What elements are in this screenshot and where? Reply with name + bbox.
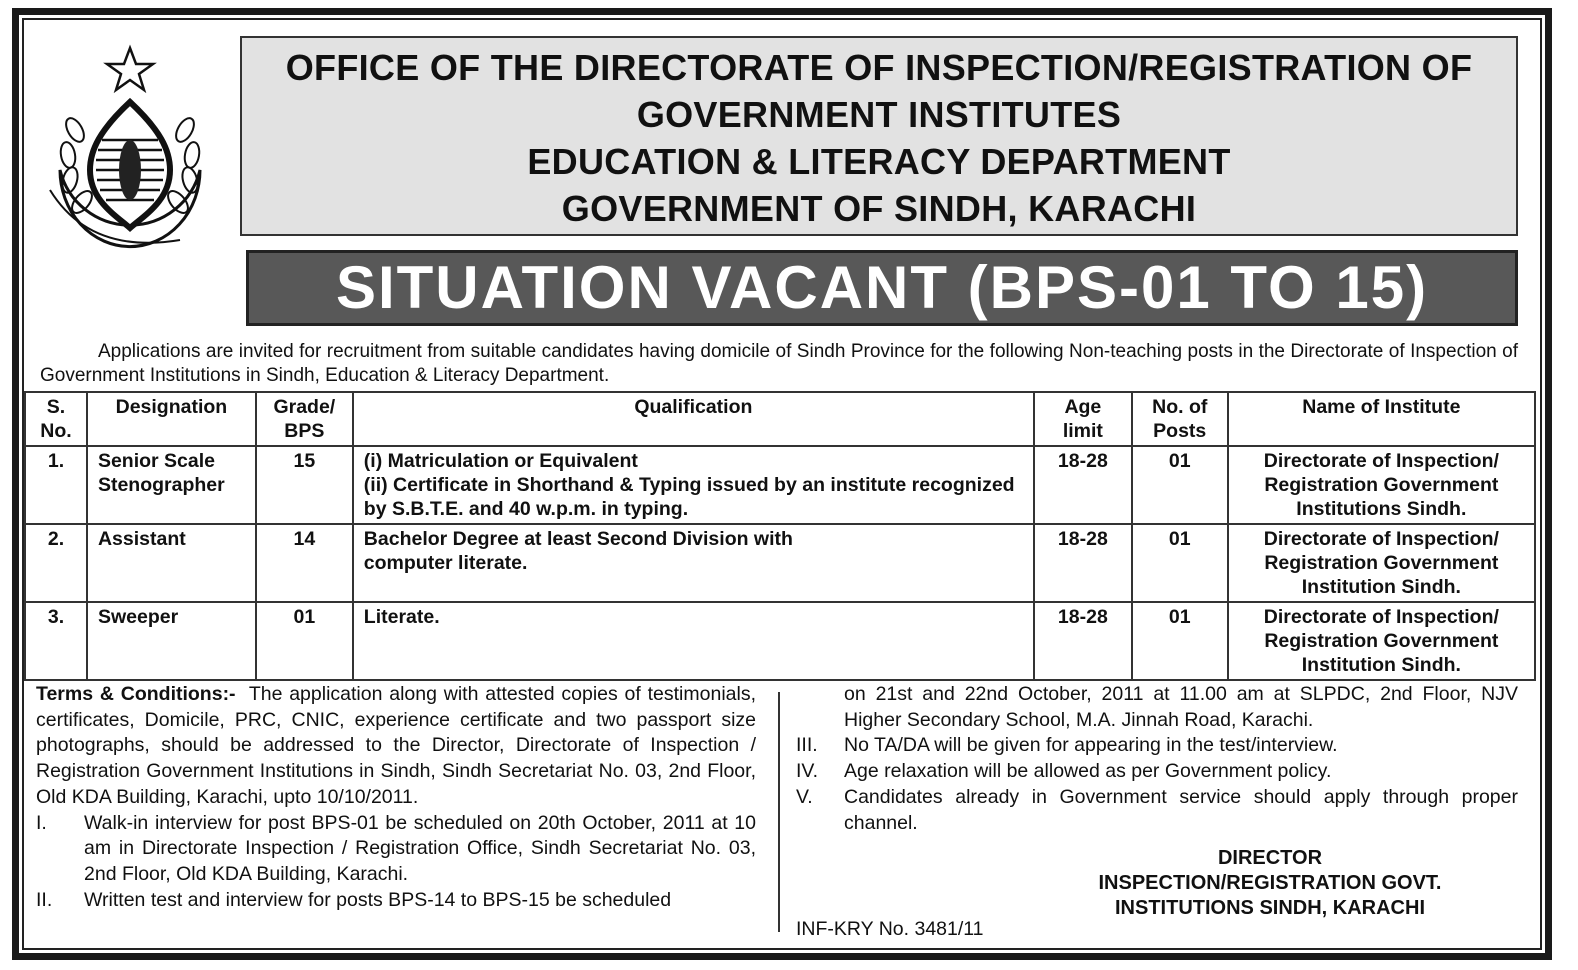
col-header: Age limit (1034, 392, 1132, 446)
cell-bps: 15 (256, 446, 353, 524)
cell-designation: Senior Scale Stenographer (87, 446, 256, 524)
cell-designation: Sweeper (87, 602, 256, 680)
terms-text: The application along with attested copies of testimonials, certificates, Domicile, PRC, CNIC, experience certificate and two passport size photographs, should be addressed to the Director, Directorate of Inspection / Registration Government Institutions in Sindh, Sindh Secretariat No. 03, 2nd Floor, Old KDA Building, Karachi, upto 10/10/2011. (36, 683, 756, 808)
terms-continuation (796, 682, 1518, 733)
terms-label: Terms & Conditions:- (36, 683, 236, 705)
sindh-government-emblem-icon (30, 40, 230, 250)
cell-institute: Directorate of Inspection/ Registration Government Institution Sindh. (1228, 524, 1535, 602)
header-line: EDUCATION & LITERACY DEPARTMENT (527, 141, 1231, 182)
cell-bps: 01 (256, 602, 353, 680)
intro-paragraph: Applications are invited for recruitment from suitable candidates having domicile of Sindh Province for the following Non-teaching posts in the Directorate of Inspection of Government Institutions in Sindh, Education & Literacy Department. (40, 341, 1518, 386)
cell-age: 18-28 (1034, 602, 1132, 680)
situation-vacant-banner: SITUATION VACANT (BPS-01 TO 15) (246, 250, 1518, 326)
terms-item (36, 811, 756, 888)
cell-age: 18-28 (1034, 524, 1132, 602)
office-header (240, 36, 1518, 236)
cell-sno: 1. (25, 446, 87, 524)
terms-left-column (36, 682, 756, 913)
item-text: Candidates already in Government service should apply through proper channel. (844, 785, 1518, 834)
item-text: on 21st and 22nd October, 2011 at 11.00 am at SLPDC, 2nd Floor, NJV Higher Secondary School, M.A. Jinnah Road, Karachi. (844, 683, 1518, 731)
cell-posts: 01 (1132, 602, 1228, 680)
reference-number: INF-KRY No. 3481/11 (796, 918, 984, 940)
header-line: OFFICE OF THE DIRECTORATE OF INSPECTION/REGISTRATION OF (285, 47, 1473, 88)
cell-age: 18-28 (1034, 446, 1132, 524)
col-header: Qualification (353, 392, 1034, 446)
table-header-row (25, 392, 1535, 446)
cell-posts: 01 (1132, 446, 1228, 524)
item-text: No TA/DA will be given for appearing in the test/interview. (844, 734, 1338, 757)
cell-qualification (353, 524, 1034, 602)
terms-right-column (796, 682, 1518, 836)
qualification-item: Literate. (363, 606, 440, 628)
item-number: II. (36, 888, 53, 911)
table-row (25, 602, 1535, 680)
col-header: Designation (87, 392, 256, 446)
terms-item (796, 759, 1518, 785)
col-header: Grade/ BPS (256, 392, 353, 446)
cell-sno: 2. (25, 524, 87, 602)
signature-block (1040, 846, 1500, 921)
table-row (25, 446, 1535, 524)
item-number: V. (796, 785, 813, 808)
col-header: S. No. (25, 392, 87, 446)
cell-bps: 14 (256, 524, 353, 602)
signature-line: INSPECTION/REGISTRATION GOVT. (1098, 872, 1442, 894)
cell-qualification (353, 446, 1034, 524)
item-number: IV. (796, 760, 819, 783)
cell-institute: Directorate of Inspection/ Registration Government Institution Sindh. (1228, 602, 1535, 680)
item-text: Age relaxation will be allowed as per Government policy. (844, 760, 1332, 783)
header-line: GOVERNMENT INSTITUTES (636, 94, 1122, 135)
table-row (25, 524, 1535, 602)
signature-line: DIRECTOR (1217, 847, 1323, 869)
header-line: GOVERNMENT OF SINDH, KARACHI (561, 188, 1197, 229)
item-number: I. (36, 811, 47, 834)
cell-sno: 3. (25, 602, 87, 680)
signature-line: INSTITUTIONS SINDH, KARACHI (1115, 897, 1425, 919)
item-text: Walk-in interview for post BPS-01 be scheduled on 20th October, 2011 at 10 am in Directorate Inspection / Registration Office, Sindh Secretariat No. 03, 2nd Floor, Old KDA Building, Karachi. (84, 811, 756, 885)
col-header: Name of Institute (1228, 392, 1535, 446)
item-number: III. (796, 734, 818, 757)
terms-item (796, 733, 1518, 759)
cell-designation: Assistant (87, 524, 256, 602)
cell-institute: Directorate of Inspection/ Registration Government Institutions Sindh. (1228, 446, 1535, 524)
qualification-item: (ii) Certificate in Shorthand & Typing issued by an institute recognized by S.B.T.E. and 40 w.p.m. in typing. (363, 474, 1015, 520)
item-text: Written test and interview for posts BPS-14 to BPS-15 be scheduled (84, 888, 672, 911)
cell-posts: 01 (1132, 524, 1228, 602)
qualification-item: Bachelor Degree at least Second Division with computer literate. (363, 528, 793, 574)
column-divider (778, 692, 780, 932)
vacancy-table (24, 391, 1536, 681)
terms-item (36, 888, 756, 914)
terms-item (796, 785, 1518, 836)
col-header: No. of Posts (1132, 392, 1228, 446)
cell-qualification (353, 602, 1034, 680)
qualification-item: (i) Matriculation or Equivalent (363, 450, 638, 472)
